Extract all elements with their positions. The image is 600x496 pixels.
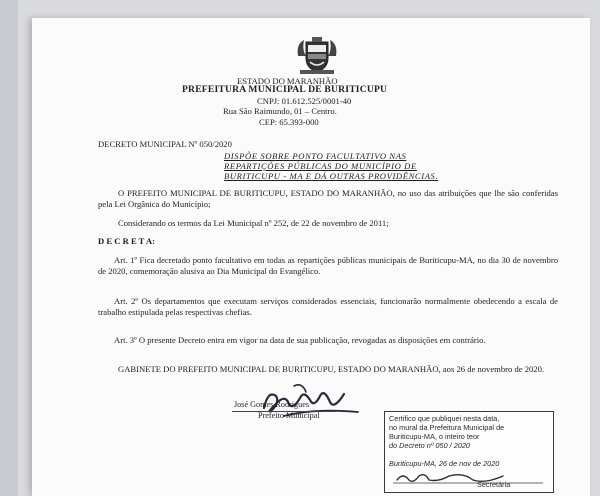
header-prefecture: PREFEITURA MUNICIPAL DE BURITICUPU: [182, 84, 388, 95]
stamp-line-4: do Decreto nº 050 / 2020: [389, 441, 470, 450]
stamp-signature-icon: [393, 470, 543, 486]
stamp-role: Secretária: [477, 480, 511, 489]
publication-stamp: [384, 411, 554, 493]
stamp-line-2: no mural da Prefeitura Municipal de: [389, 423, 505, 432]
document-page: [32, 18, 590, 496]
considering-paragraph: Considerando os termos da Lei Municipal nº 252, de 22 de novembro de 2011;: [118, 218, 389, 228]
ementa-line-2: REPARTIÇÕES PÚBLICAS DO MUNICÍPIO DE: [224, 161, 417, 171]
header-address: Rua São Raimundo, 01 – Centro.: [223, 106, 337, 116]
ementa-line-3: BURITICUPU - MA E DÁ OUTRAS PROVIDÊNCIAS.: [224, 171, 439, 181]
background-edge: [0, 0, 18, 496]
coat-of-arms-icon: [294, 36, 340, 76]
header-cep: CEP: 65.393-000: [259, 117, 319, 127]
preamble-paragraph: O PREFEITO MUNICIPAL DE BURITICUPU, ESTADO DO MARANHÃO, no uso das atribuições que lhe são conferidas pela Lei Orgânica do Município;: [98, 188, 558, 209]
header-state: ESTADO DO MARANHÃO: [237, 76, 338, 86]
signer-name: José Gomes Rodrigues: [234, 400, 310, 409]
article-3: Art. 3º O presente Decreto entra em vigor na data de sua publicação, revogadas as disposições em contrário.: [114, 335, 486, 345]
stamp-date-line: Buriticupu-MA, 26 de nov de 2020: [389, 459, 500, 468]
article-1: Art. 1º Fica decretado ponto facultativo em todas as repartições públicas municipais de Buriticupu-MA, no dia 30 de novembro de 2020, comemoração alusiva ao Dia Municipal do Evangélico.: [98, 255, 558, 276]
signer-title: Prefeito Municipal: [258, 411, 320, 420]
decreta-heading: D E C R E T A:: [98, 236, 155, 246]
article-2: Art. 2º Os departamentos que executam serviços considerados essenciais, funcionarão normalmente obedecendo a escala de trabalho estipulada pelas respectivas chefias.: [98, 296, 558, 317]
stamp-line-3: Buriticupu-MA, o inteiro teor: [389, 432, 480, 441]
closing-paragraph: GABINETE DO PREFEITO MUNICIPAL DE BURITICUPU, ESTADO DO MARANHÃO, aos 26 de novembro de 2020.: [118, 364, 545, 374]
decree-number: DECRETO MUNICIPAL Nº 050/2020: [98, 139, 232, 149]
ementa-line-1: DISPÕE SOBRE PONTO FACULTATIVO NAS: [224, 151, 407, 161]
header-cnpj: CNPJ: 01.612.525/0001-40: [257, 96, 352, 106]
stamp-line-1: Certifico que publiquei nesta data,: [389, 414, 500, 423]
